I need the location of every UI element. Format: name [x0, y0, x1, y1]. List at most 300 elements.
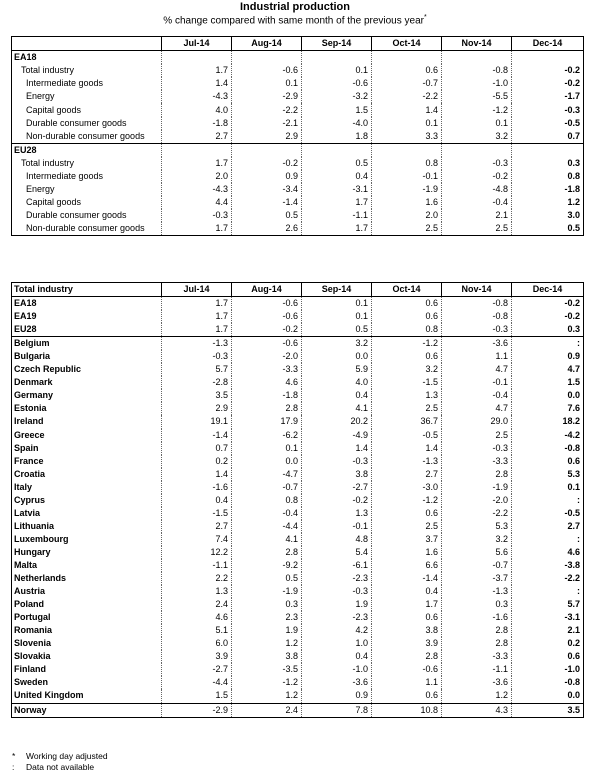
row-label: Ireland [14, 416, 44, 427]
footnote-symbol: : [12, 762, 15, 772]
table-row [12, 222, 584, 236]
value-cell: 1.7 [162, 297, 232, 311]
value-cell: -0.1 [372, 170, 442, 183]
empty-cell [442, 143, 512, 157]
value-cell: -1.0 [302, 663, 372, 676]
value-cell: -1.4 [162, 429, 232, 442]
value-cell: 3.2 [442, 533, 512, 546]
table-row [12, 337, 584, 351]
empty-cell [162, 51, 232, 65]
value-cell: 1.7 [302, 222, 372, 236]
value-cell: 4.6 [512, 546, 584, 559]
value-cell: -2.2 [442, 507, 512, 520]
value-cell: -0.7 [232, 481, 302, 494]
value-cell: 10.8 [372, 703, 442, 717]
month-header: Sep-14 [302, 283, 372, 297]
value-cell: 0.4 [162, 494, 232, 507]
row-label: Lithuania [14, 520, 54, 531]
footnote-symbol: * [12, 751, 16, 761]
value-cell: 0.0 [302, 350, 372, 363]
value-cell: 7.4 [162, 533, 232, 546]
value-cell: -1.9 [442, 481, 512, 494]
value-cell: -2.0 [442, 494, 512, 507]
value-cell: -1.1 [302, 209, 372, 222]
value-cell: -0.2 [512, 64, 584, 77]
value-cell: : [512, 533, 584, 546]
value-cell: -1.9 [372, 183, 442, 196]
value-cell: 0.5 [302, 323, 372, 337]
value-cell: 1.1 [372, 676, 442, 689]
value-cell: 4.1 [302, 402, 372, 415]
value-cell: -0.8 [442, 64, 512, 77]
value-cell: -3.1 [302, 183, 372, 196]
value-cell: -3.6 [442, 337, 512, 351]
value-cell: 2.7 [372, 468, 442, 481]
value-cell: 1.5 [512, 376, 584, 389]
value-cell: -1.6 [162, 481, 232, 494]
value-cell: -3.0 [372, 481, 442, 494]
value-cell: 4.0 [162, 103, 232, 116]
row-label: Spain [14, 442, 39, 453]
value-cell: 2.8 [442, 637, 512, 650]
value-cell: 2.8 [232, 402, 302, 415]
table-row [12, 585, 584, 598]
value-cell: : [512, 494, 584, 507]
value-cell: 2.7 [512, 520, 584, 533]
table-row [12, 170, 584, 183]
value-cell: 5.3 [512, 468, 584, 481]
value-cell: -3.7 [442, 572, 512, 585]
row-label: Slovakia [14, 651, 51, 662]
value-cell: 4.6 [162, 611, 232, 624]
value-cell: 5.1 [162, 624, 232, 637]
value-cell: 4.7 [442, 363, 512, 376]
value-cell: 0.1 [442, 117, 512, 130]
row-label: Non-durable consumer goods [26, 223, 145, 234]
value-cell: -2.2 [372, 90, 442, 103]
value-cell: -3.5 [232, 663, 302, 676]
value-cell: : [512, 337, 584, 351]
value-cell: -1.8 [162, 117, 232, 130]
value-cell: -1.5 [162, 507, 232, 520]
value-cell: 1.7 [372, 598, 442, 611]
value-cell: -0.2 [232, 323, 302, 337]
value-cell: 1.1 [442, 350, 512, 363]
value-cell: 2.7 [162, 130, 232, 144]
value-cell: 1.8 [302, 130, 372, 144]
value-cell: -2.7 [302, 481, 372, 494]
value-cell: 1.7 [162, 157, 232, 170]
value-cell: 0.6 [372, 64, 442, 77]
value-cell: -1.7 [512, 90, 584, 103]
value-cell: 4.2 [302, 624, 372, 637]
value-cell: 5.3 [442, 520, 512, 533]
value-cell: -1.8 [512, 183, 584, 196]
value-cell: 0.0 [232, 455, 302, 468]
value-cell: 0.8 [232, 494, 302, 507]
row-label: Italy [14, 481, 33, 492]
value-cell: 4.3 [442, 703, 512, 717]
value-cell: -3.6 [442, 676, 512, 689]
table-row [12, 183, 584, 196]
value-cell: 1.3 [372, 389, 442, 402]
value-cell: 0.8 [512, 170, 584, 183]
value-cell: 0.3 [232, 598, 302, 611]
value-cell: 0.9 [302, 689, 372, 703]
row-label: Finland [14, 664, 46, 675]
table-header-row [12, 283, 584, 297]
row-label: Intermediate goods [26, 170, 104, 181]
value-cell: 2.5 [372, 222, 442, 236]
value-cell: -3.2 [302, 90, 372, 103]
table-row [12, 598, 584, 611]
value-cell: 0.2 [162, 455, 232, 468]
value-cell: 1.5 [302, 103, 372, 116]
empty-cell [232, 143, 302, 157]
value-cell: 1.2 [232, 637, 302, 650]
value-cell: -1.3 [162, 337, 232, 351]
value-cell: 1.7 [162, 222, 232, 236]
value-cell: 1.2 [512, 196, 584, 209]
value-cell: 0.6 [372, 507, 442, 520]
value-cell: 7.8 [302, 703, 372, 717]
value-cell: 29.0 [442, 415, 512, 428]
row-label: United Kingdom [14, 690, 84, 701]
value-cell: 12.2 [162, 546, 232, 559]
value-cell: 1.6 [372, 546, 442, 559]
row-label: Luxembourg [14, 533, 69, 544]
value-cell: -2.1 [232, 117, 302, 130]
value-cell: 3.5 [512, 703, 584, 717]
value-cell: 0.4 [372, 585, 442, 598]
value-cell: -4.3 [162, 90, 232, 103]
row-label: Estonia [14, 403, 47, 414]
value-cell: 0.9 [512, 350, 584, 363]
footnote-text: Working day adjusted [26, 751, 108, 761]
value-cell: -1.1 [162, 559, 232, 572]
value-cell: -1.6 [442, 611, 512, 624]
value-cell: -0.3 [442, 157, 512, 170]
value-cell: -5.5 [442, 90, 512, 103]
value-cell: : [512, 585, 584, 598]
table-row [12, 494, 584, 507]
value-cell: 0.6 [512, 455, 584, 468]
value-cell: -1.0 [512, 663, 584, 676]
value-cell: -4.9 [302, 429, 372, 442]
value-cell: 0.4 [302, 389, 372, 402]
subtitle-footnote-mark: * [423, 14, 427, 21]
value-cell: -0.3 [442, 323, 512, 337]
table-row [12, 533, 584, 546]
group-row [12, 143, 584, 157]
value-cell: -0.3 [162, 350, 232, 363]
table-row [12, 350, 584, 363]
row-label: EA19 [14, 311, 37, 322]
table-row [12, 297, 584, 311]
value-cell: -0.3 [302, 455, 372, 468]
value-cell: 4.8 [302, 533, 372, 546]
table-row [12, 663, 584, 676]
footnote [12, 751, 108, 762]
header-label-cell [12, 37, 162, 51]
value-cell: 4.6 [232, 376, 302, 389]
value-cell: 2.4 [232, 703, 302, 717]
value-cell: -2.7 [162, 663, 232, 676]
value-cell: -1.0 [442, 77, 512, 90]
value-cell: 0.3 [512, 323, 584, 337]
empty-cell [302, 51, 372, 65]
table-row [12, 323, 584, 337]
value-cell: -0.2 [442, 170, 512, 183]
row-label: Greece [14, 429, 45, 440]
value-cell: 0.3 [512, 157, 584, 170]
value-cell: 0.6 [372, 310, 442, 323]
value-cell: 2.5 [372, 402, 442, 415]
row-label: Austria [14, 586, 46, 597]
month-header: Oct-14 [372, 283, 442, 297]
value-cell: 1.9 [302, 598, 372, 611]
table-row [12, 402, 584, 415]
value-cell: 0.1 [512, 481, 584, 494]
value-cell: -1.9 [232, 585, 302, 598]
row-label: Hungary [14, 546, 51, 557]
empty-cell [372, 51, 442, 65]
value-cell: 5.4 [302, 546, 372, 559]
value-cell: 1.4 [162, 468, 232, 481]
value-cell: 4.4 [162, 196, 232, 209]
table-row [12, 376, 584, 389]
value-cell: 2.8 [232, 546, 302, 559]
value-cell: 36.7 [372, 415, 442, 428]
group-row [12, 51, 584, 65]
value-cell: 6.0 [162, 637, 232, 650]
value-cell: -0.2 [512, 77, 584, 90]
table-row [12, 689, 584, 703]
value-cell: 0.6 [372, 611, 442, 624]
footnote-text: Data not available [26, 762, 95, 772]
value-cell: -1.8 [232, 389, 302, 402]
row-label: Durable consumer goods [26, 210, 127, 221]
value-cell: -1.2 [372, 337, 442, 351]
value-cell: 2.9 [232, 130, 302, 144]
value-cell: 0.5 [232, 209, 302, 222]
value-cell: -4.3 [162, 183, 232, 196]
value-cell: -1.3 [372, 455, 442, 468]
table-row [12, 546, 584, 559]
value-cell: 0.1 [372, 117, 442, 130]
value-cell: -0.8 [512, 442, 584, 455]
value-cell: 3.5 [162, 389, 232, 402]
row-label: Portugal [14, 612, 51, 623]
value-cell: 0.6 [372, 350, 442, 363]
table-row [12, 363, 584, 376]
row-label: Croatia [14, 468, 46, 479]
table-row [12, 77, 584, 90]
row-label: Bulgaria [14, 351, 51, 362]
table-row [12, 468, 584, 481]
value-cell: -0.4 [232, 507, 302, 520]
value-cell: 0.0 [512, 389, 584, 402]
row-label: Capital goods [26, 197, 82, 208]
value-cell: -0.8 [512, 676, 584, 689]
table-row [12, 310, 584, 323]
value-cell: 0.8 [372, 323, 442, 337]
row-label: Norway [12, 703, 162, 717]
value-cell: 2.3 [232, 611, 302, 624]
row-label: Slovenia [14, 638, 52, 649]
value-cell: 5.7 [512, 598, 584, 611]
value-cell: 4.0 [302, 376, 372, 389]
empty-cell [442, 51, 512, 65]
value-cell: -2.2 [512, 572, 584, 585]
table-row [12, 117, 584, 130]
value-cell: -6.1 [302, 559, 372, 572]
value-cell: -0.3 [442, 442, 512, 455]
value-cell: 1.5 [162, 689, 232, 703]
value-cell: 1.7 [162, 323, 232, 337]
value-cell: -0.6 [372, 663, 442, 676]
value-cell: -1.5 [372, 376, 442, 389]
value-cell: -3.3 [442, 650, 512, 663]
value-cell: -2.9 [232, 90, 302, 103]
empty-cell [232, 51, 302, 65]
row-label: Energy [26, 91, 55, 102]
value-cell: -1.2 [442, 103, 512, 116]
value-cell: 3.2 [442, 130, 512, 144]
value-cell: -1.4 [372, 572, 442, 585]
table-row [12, 559, 584, 572]
value-cell: -1.4 [232, 196, 302, 209]
value-cell: -3.6 [302, 676, 372, 689]
value-cell: -3.1 [512, 611, 584, 624]
value-cell: -0.8 [442, 297, 512, 311]
value-cell: 1.4 [162, 77, 232, 90]
value-cell: 20.2 [302, 415, 372, 428]
footnotes [12, 751, 108, 773]
table-row [12, 572, 584, 585]
row-label: Durable consumer goods [26, 117, 127, 128]
value-cell: 0.9 [232, 170, 302, 183]
row-label: Malta [14, 560, 38, 570]
value-cell: 0.5 [302, 157, 372, 170]
value-cell: -4.4 [162, 676, 232, 689]
value-cell: 0.3 [442, 598, 512, 611]
value-cell: -0.6 [232, 297, 302, 311]
value-cell: 0.1 [302, 297, 372, 311]
value-cell: -2.3 [302, 572, 372, 585]
value-cell: 19.1 [162, 415, 232, 428]
row-label: Netherlands [14, 573, 67, 584]
value-cell: 5.7 [162, 363, 232, 376]
value-cell: -0.3 [512, 103, 584, 116]
value-cell: -0.4 [442, 389, 512, 402]
value-cell: -1.2 [372, 494, 442, 507]
value-cell: 0.4 [302, 170, 372, 183]
value-cell: 3.7 [372, 533, 442, 546]
value-cell: -0.6 [302, 77, 372, 90]
value-cell: 4.1 [232, 533, 302, 546]
value-cell: -3.4 [232, 183, 302, 196]
sector-table [11, 36, 584, 236]
table-row [12, 703, 584, 717]
table-row [12, 209, 584, 222]
value-cell: 3.9 [372, 637, 442, 650]
value-cell: 0.5 [512, 222, 584, 236]
row-label: Denmark [14, 377, 53, 388]
value-cell: -2.2 [232, 103, 302, 116]
page-subtitle [0, 14, 590, 26]
subtitle-text: % change compared with same month of the previous year [163, 15, 424, 27]
row-label: Total industry [21, 65, 75, 76]
value-cell: -2.0 [232, 350, 302, 363]
value-cell: -4.2 [512, 429, 584, 442]
table-row [12, 196, 584, 209]
value-cell: 3.8 [302, 468, 372, 481]
value-cell: -3.3 [442, 455, 512, 468]
row-label: Belgium [12, 337, 162, 351]
row-label: Romania [14, 625, 53, 636]
value-cell: -0.4 [442, 196, 512, 209]
page-title: Industrial production [240, 1, 350, 13]
value-cell: -0.2 [512, 310, 584, 323]
value-cell: 2.5 [442, 222, 512, 236]
row-label: Latvia [14, 507, 41, 518]
value-cell: 1.0 [302, 637, 372, 650]
value-cell: 3.9 [162, 650, 232, 663]
row-label: EU28 [12, 143, 162, 157]
table-row [12, 415, 584, 428]
value-cell: -1.2 [232, 676, 302, 689]
value-cell: 0.1 [232, 442, 302, 455]
value-cell: -4.7 [232, 468, 302, 481]
value-cell: -0.6 [232, 337, 302, 351]
value-cell: -1.1 [442, 663, 512, 676]
row-label: Sweden [14, 677, 49, 688]
value-cell: 1.2 [232, 689, 302, 703]
value-cell: -0.2 [302, 494, 372, 507]
value-cell: -9.2 [232, 559, 302, 572]
value-cell: -0.5 [512, 507, 584, 520]
empty-cell [372, 143, 442, 157]
value-cell: 0.5 [232, 572, 302, 585]
value-cell: 1.3 [162, 585, 232, 598]
value-cell: -0.2 [512, 297, 584, 311]
empty-cell [302, 143, 372, 157]
value-cell: -0.6 [232, 310, 302, 323]
value-cell: 0.6 [372, 689, 442, 703]
value-cell: 7.6 [512, 402, 584, 415]
month-header: Dec-14 [512, 37, 584, 51]
table-row [12, 507, 584, 520]
value-cell: -0.1 [442, 376, 512, 389]
value-cell: 17.9 [232, 415, 302, 428]
value-cell: 0.4 [302, 650, 372, 663]
footnote [12, 762, 108, 773]
table-row [12, 624, 584, 637]
value-cell: 3.2 [302, 337, 372, 351]
value-cell: 2.9 [162, 402, 232, 415]
value-cell: 2.7 [162, 520, 232, 533]
table-row [12, 455, 584, 468]
value-cell: 3.0 [512, 209, 584, 222]
empty-cell [512, 143, 584, 157]
month-header: Aug-14 [232, 37, 302, 51]
table-row [12, 389, 584, 402]
month-header: Jul-14 [162, 283, 232, 297]
value-cell: 2.1 [442, 209, 512, 222]
month-header: Oct-14 [372, 37, 442, 51]
month-header: Aug-14 [232, 283, 302, 297]
